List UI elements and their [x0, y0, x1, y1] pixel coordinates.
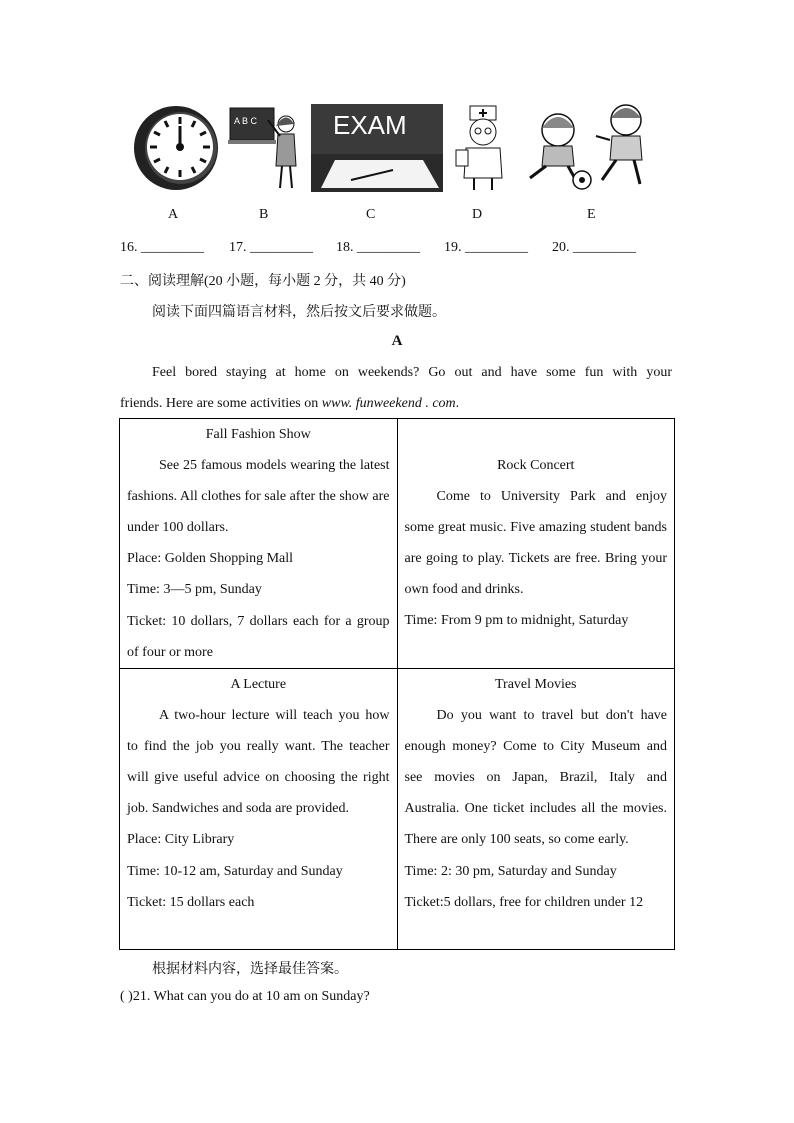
teacher-icon	[228, 104, 302, 192]
movies-time: Time: 2: 30 pm, Saturday and Sunday	[404, 863, 617, 879]
rock-title: Rock Concert	[497, 458, 575, 473]
intro-line-1: Feel bored staying at home on weekends? Go out and have some fun with your	[152, 365, 672, 380]
movies-title: Travel Movies	[494, 677, 577, 692]
doctor-picture	[450, 104, 514, 192]
blank-19[interactable]: 19. _________	[444, 240, 528, 255]
blank-16[interactable]: 16. _________	[120, 240, 204, 255]
clock-icon	[132, 104, 224, 192]
cell-fashion-show	[120, 419, 398, 669]
exam-picture	[311, 104, 443, 192]
exam-icon	[311, 104, 443, 192]
blank-17[interactable]: 17. _________	[229, 240, 313, 255]
soccer-players-icon	[522, 104, 664, 192]
soccer-picture	[522, 104, 664, 192]
question-21: ( )21. What can you do at 10 am on Sunday?	[120, 989, 370, 1004]
question-instruction: 根据材料内容，选择最佳答案。	[152, 962, 348, 977]
passage-intro	[120, 357, 672, 419]
lecture-place: Place: City Library	[127, 832, 235, 848]
picture-label-e: E	[587, 207, 596, 222]
clock-picture	[132, 104, 224, 192]
exam-board-text: EXAM	[333, 110, 407, 140]
picture-label-b: B	[259, 207, 269, 222]
cell-lecture	[120, 669, 398, 950]
fashion-place: Place: Golden Shopping Mall	[127, 551, 294, 567]
picture-label-a: A	[168, 207, 179, 222]
teacher-picture	[228, 104, 302, 192]
picture-label-c: C	[366, 207, 376, 222]
activities-table	[119, 418, 675, 950]
cell-rock-concert	[397, 419, 675, 669]
intro-line-2b: .	[455, 396, 460, 411]
rock-time: Time: From 9 pm to midnight, Saturday	[404, 613, 629, 629]
lecture-ticket: Ticket: 15 dollars each	[127, 894, 255, 910]
section-title: 二、阅读理解(20 小题，每小题 2 分，共 40 分)	[120, 274, 406, 289]
fashion-time: Time: 3—5 pm, Sunday	[127, 582, 262, 598]
passage-label: A	[391, 333, 403, 349]
lecture-desc: A two-hour lecture will teach you how to find the job you really want. The teacher will give useful advice on choosing the right job. Sandwiches and soda are provided.	[127, 708, 390, 817]
doctor-icon	[450, 104, 514, 192]
lecture-time: Time: 10-12 am, Saturday and Sunday	[127, 863, 343, 879]
board-text: A B C	[234, 116, 258, 126]
movies-desc: Do you want to travel but don't have enough money? Come to City Museum and see movies on Japan, Brazil, Italy and Australia. One ticket includes all the movies. There are only 100 seats, so come early.	[404, 708, 667, 848]
intro-line-2a: friends. Here are some activities on	[120, 396, 322, 411]
fashion-desc: See 25 famous models wearing the latest fashions. All clothes for sale after the show are under 100 dollars.	[127, 458, 390, 536]
fashion-title: Fall Fashion Show	[205, 427, 311, 442]
cell-travel-movies	[397, 669, 675, 950]
intro-url: www. funweekend . com	[321, 396, 456, 411]
rock-desc: Come to University Park and enjoy some great music. Five amazing student bands are going to play. Tickets are free. Bring your own food and drinks.	[404, 489, 667, 598]
fashion-ticket: Ticket: 10 dollars, 7 dollars each for a group of four or more	[127, 613, 390, 660]
section-instruction: 阅读下面四篇语言材料，然后按文后要求做题。	[152, 305, 446, 320]
lecture-title: A Lecture	[230, 677, 287, 692]
picture-label-d: D	[472, 207, 483, 222]
blank-18[interactable]: 18. _________	[336, 240, 420, 255]
movies-ticket: Ticket:5 dollars, free for children under 12	[404, 894, 644, 910]
blank-20[interactable]: 20. _________	[552, 240, 636, 255]
